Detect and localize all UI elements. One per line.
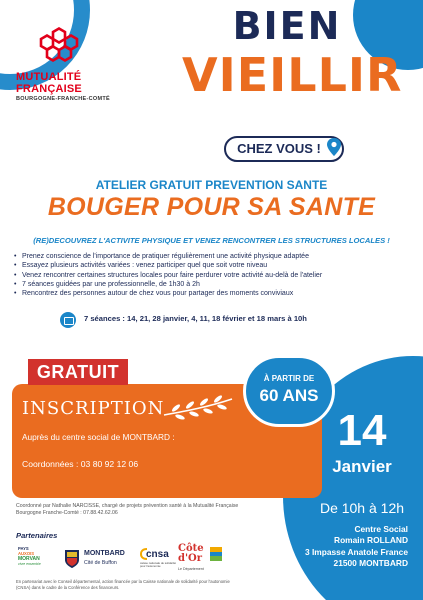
inscription-title: INSCRIPTION (22, 398, 165, 419)
event-month: Janvier (332, 457, 392, 476)
event-kicker: ATELIER GRATUIT PREVENTION SANTE (95, 178, 328, 192)
address-line: 21500 MONTBARD (333, 558, 408, 569)
cote-dor-tagline: Le Département (178, 567, 204, 571)
hexagon-logo-icon (32, 26, 86, 66)
location-pin-icon (326, 137, 342, 157)
calendar-icon (60, 312, 76, 328)
cote-dor-text: Côte (178, 543, 204, 554)
benefits-list (14, 252, 414, 298)
event-day: 14 (337, 406, 387, 455)
gratuit-banner: GRATUIT (28, 359, 128, 385)
age-badge-value: 60 ANS (259, 386, 319, 405)
event-title: BOUGER POUR SA SANTE (47, 193, 376, 221)
pays-logo-text: PAYS (18, 546, 29, 551)
cnsa-tagline: caisse nationale de solidarité pour l'autonomie (140, 561, 176, 569)
event-address (282, 524, 408, 570)
sessions-text: 7 séances : 14, 21, 28 janvier, 4, 11, 18 février et 18 mars à 10h (84, 314, 307, 323)
funding-note: En partenariat avec le Conseil départemental, action financée par la Caisse nationale de solidarité pour l'autonomie (CNSA) dans le cadre de la Conférence des financeurs. (16, 579, 230, 590)
cote-dor-text: d'Or (178, 553, 203, 564)
coordination-credit: Coordonné par Nathalie NARCISSE, chargé de projets prévention santé à la Mutualité Française Bourgogne Franche-Comté : 07.88.42.62.06 (16, 503, 239, 516)
age-badge-label: À PARTIR DE (263, 374, 315, 383)
cnsa-logo (140, 546, 178, 572)
partners-title: Partenaires (16, 531, 58, 540)
pays-logo-text: AUXOIS (18, 551, 35, 556)
logo-text-francaise: FRANÇAISE (16, 83, 82, 95)
montbard-tagline: Cité de Buffon (84, 560, 117, 566)
list-item: • Prenez conscience de l'importance de pratiquer régulièrement une activité physique adaptée (14, 252, 414, 261)
title-bien: BIEN (232, 4, 342, 48)
title-vieillir: VIEILLIR (182, 48, 403, 102)
cote-dor-flag-icon (210, 547, 222, 561)
montbard-name: MONTBARD (84, 550, 125, 557)
list-item: • Essayez plusieurs activités variées : venez participer quel que soit votre niveau (14, 261, 414, 270)
logo-text-mutualite: MUTUALITÉ (16, 71, 82, 83)
cnsa-name: cnsa (146, 549, 169, 560)
address-line: 3 Impasse Anatole France (304, 546, 408, 557)
inscription-location: Auprès du centre social de MONTBARD : (22, 432, 175, 442)
list-item: • Rencontrez des personnes autour de chez vous pour partager des moments conviviaux (14, 289, 414, 298)
chez-vous-text: CHEZ VOUS ! (237, 141, 321, 156)
pays-logo-text: vivre ensemble (18, 562, 41, 566)
pays-auxois-morvan-logo (18, 546, 56, 572)
list-item: • Venez rencontrer certaines structures locales pour faire perdurer votre activité au-delà de l'atelier (14, 271, 414, 280)
address-line: Romain ROLLAND (334, 535, 408, 546)
logo-text-region: BOURGOGNE-FRANCHE-COMTÉ (16, 96, 110, 102)
laurel-branch-icon (160, 393, 236, 421)
address-line: Centre Social (354, 524, 408, 534)
event-hours: De 10h à 12h (319, 500, 405, 516)
montbard-crest-icon (64, 549, 80, 569)
event-subtitle: (RE)DECOUVREZ L'ACTIVITE PHYSIQUE ET VENEZ RENCONTRER LES STRUCTURES LOCALES ! (33, 236, 390, 245)
montbard-logo (64, 549, 136, 571)
list-item: • 7 séances guidées par une professionnelle, de 1h30 à 2h (14, 280, 414, 289)
inscription-phone: Coordonnées : 03 80 92 12 06 (22, 459, 139, 469)
cote-dor-logo (178, 543, 224, 575)
pays-logo-text: MORVAN (18, 556, 40, 562)
